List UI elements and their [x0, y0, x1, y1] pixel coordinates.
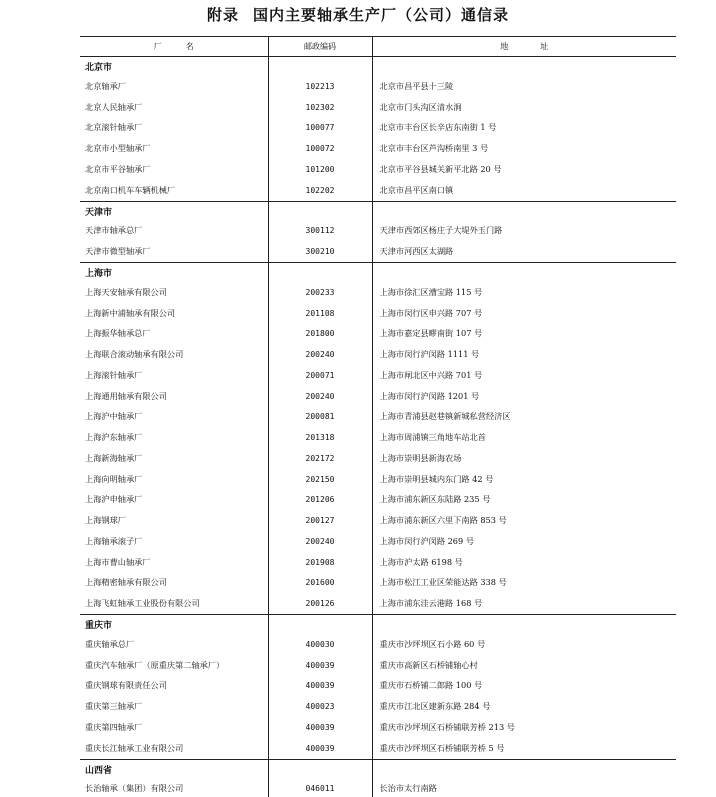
table-row — [80, 469, 676, 490]
postcode: 200240 — [268, 531, 372, 552]
section-spacer — [372, 759, 676, 779]
factory-name: 上海沪中轴承厂 — [80, 407, 268, 428]
address: 北京市昌平区南口镇 — [372, 180, 676, 201]
address: 上海市闵行沪闵路 269 号 — [372, 531, 676, 552]
table-row — [80, 676, 676, 697]
table-row — [80, 717, 676, 738]
factory-name: 上海市曹山轴承厂 — [80, 552, 268, 573]
address: 上海市徐汇区漕宝路 115 号 — [372, 282, 676, 303]
section-spacer — [372, 57, 676, 77]
postcode: 100072 — [268, 138, 372, 159]
address: 上海市崇明县新海农场 — [372, 448, 676, 469]
address: 重庆市石桥铺二郎路 100 号 — [372, 676, 676, 697]
table-row — [80, 448, 676, 469]
section-spacer — [268, 759, 372, 779]
postcode: 201800 — [268, 324, 372, 345]
table-row — [80, 118, 676, 139]
address: 北京市丰台区芦沟桥南里 3 号 — [372, 138, 676, 159]
section-header-row — [80, 57, 676, 77]
section-spacer — [268, 201, 372, 221]
address: 重庆市江北区建新东路 284 号 — [372, 696, 676, 717]
factory-name: 北京滚针轴承厂 — [80, 118, 268, 139]
factory-name: 上海振华轴承总厂 — [80, 324, 268, 345]
postcode: 400030 — [268, 634, 372, 655]
section-spacer — [372, 615, 676, 635]
factory-name: 上海天安轴承有限公司 — [80, 282, 268, 303]
table-header-row — [80, 37, 676, 57]
table-row — [80, 510, 676, 531]
factory-name: 上海飞虹轴承工业股份有限公司 — [80, 593, 268, 614]
postcode: 202172 — [268, 448, 372, 469]
table-row — [80, 696, 676, 717]
address: 北京市门头沟区清水涧 — [372, 97, 676, 118]
table-row — [80, 303, 676, 324]
postcode: 400039 — [268, 738, 372, 759]
table-row — [80, 365, 676, 386]
table-row — [80, 386, 676, 407]
address: 重庆市沙坪坝区石小路 60 号 — [372, 634, 676, 655]
postcode: 200240 — [268, 344, 372, 365]
factory-name: 重庆轴承总厂 — [80, 634, 268, 655]
table-row — [80, 634, 676, 655]
factory-name: 重庆第四轴承厂 — [80, 717, 268, 738]
address: 上海市浦东新区东陆路 235 号 — [372, 490, 676, 511]
table-row — [80, 427, 676, 448]
postcode: 400039 — [268, 676, 372, 697]
address: 上海市浦东新区六里下南路 853 号 — [372, 510, 676, 531]
header-address: 地 址 — [372, 37, 676, 57]
table-row — [80, 324, 676, 345]
postcode: 400039 — [268, 717, 372, 738]
table-row — [80, 490, 676, 511]
postcode: 046011 — [268, 779, 372, 797]
factory-name: 长治轴承（集团）有限公司 — [80, 779, 268, 797]
address: 上海市沪太路 6198 号 — [372, 552, 676, 573]
section-header-row — [80, 263, 676, 283]
section-city: 重庆市 — [80, 615, 268, 635]
table-row — [80, 344, 676, 365]
address: 上海市浦东洼云港路 168 号 — [372, 593, 676, 614]
table-row — [80, 552, 676, 573]
postcode: 102302 — [268, 97, 372, 118]
factory-name: 上海轴承滚子厂 — [80, 531, 268, 552]
factory-name: 北京南口机车车辆机械厂 — [80, 180, 268, 201]
factory-name: 重庆第三轴承厂 — [80, 696, 268, 717]
postcode: 102202 — [268, 180, 372, 201]
directory-table — [80, 36, 676, 797]
section-header-row — [80, 201, 676, 221]
factory-name: 上海向明轴承厂 — [80, 469, 268, 490]
postcode: 400023 — [268, 696, 372, 717]
postcode: 201108 — [268, 303, 372, 324]
factory-name: 重庆汽车轴承厂（原重庆第二轴承厂） — [80, 655, 268, 676]
table-row — [80, 138, 676, 159]
factory-name: 重庆钢球有限责任公司 — [80, 676, 268, 697]
address: 重庆市高新区石桥铺轴心村 — [372, 655, 676, 676]
table-row — [80, 738, 676, 759]
address: 上海市周浦镇三角地车站北首 — [372, 427, 676, 448]
title-prefix: 附录 — [207, 6, 239, 24]
table-row — [80, 573, 676, 594]
table-row — [80, 282, 676, 303]
table-row — [80, 97, 676, 118]
page-title — [0, 4, 716, 25]
address: 长治市太行南路 — [372, 779, 676, 797]
factory-name: 上海通用轴承有限公司 — [80, 386, 268, 407]
section-spacer — [372, 263, 676, 283]
section-spacer — [268, 57, 372, 77]
postcode: 201318 — [268, 427, 372, 448]
table-row — [80, 76, 676, 97]
section-header-row — [80, 615, 676, 635]
section-spacer — [268, 263, 372, 283]
postcode: 101200 — [268, 159, 372, 180]
table-row — [80, 779, 676, 797]
postcode: 200240 — [268, 386, 372, 407]
table-row — [80, 159, 676, 180]
table-row — [80, 593, 676, 614]
section-header-row — [80, 759, 676, 779]
table-row — [80, 221, 676, 242]
section-city: 山西省 — [80, 759, 268, 779]
address: 天津市西郊区杨庄子大堤外玉门路 — [372, 221, 676, 242]
factory-name: 天津市微型轴承厂 — [80, 241, 268, 262]
postcode: 202150 — [268, 469, 372, 490]
factory-name: 上海钢球厂 — [80, 510, 268, 531]
postcode: 102213 — [268, 76, 372, 97]
factory-name: 上海新中浦轴承有限公司 — [80, 303, 268, 324]
postcode: 400039 — [268, 655, 372, 676]
header-postcode: 邮政编码 — [268, 37, 372, 57]
address: 重庆市沙坪坝区石桥铺联芳桥 5 号 — [372, 738, 676, 759]
table-row — [80, 180, 676, 201]
factory-name: 上海联合滚动轴承有限公司 — [80, 344, 268, 365]
postcode: 200126 — [268, 593, 372, 614]
header-name: 厂 名 — [80, 37, 268, 57]
section-spacer — [372, 201, 676, 221]
title-text: 国内主要轴承生产厂（公司）通信录 — [253, 6, 509, 24]
address: 上海市闵行沪闵路 1111 号 — [372, 344, 676, 365]
postcode: 201600 — [268, 573, 372, 594]
factory-name: 北京人民轴承厂 — [80, 97, 268, 118]
factory-name: 北京轴承厂 — [80, 76, 268, 97]
address: 天津市河西区太湖路 — [372, 241, 676, 262]
factory-name: 上海沪申轴承厂 — [80, 490, 268, 511]
address: 上海市松江工业区荣能达路 338 号 — [372, 573, 676, 594]
address: 重庆市沙坪坝区石桥铺联芳桥 213 号 — [372, 717, 676, 738]
factory-name: 北京市小型轴承厂 — [80, 138, 268, 159]
address: 上海市嘉定县疁南街 107 号 — [372, 324, 676, 345]
address: 北京市昌平县十三陵 — [372, 76, 676, 97]
postcode: 100077 — [268, 118, 372, 139]
table-row — [80, 531, 676, 552]
postcode: 300112 — [268, 221, 372, 242]
factory-name: 重庆长江轴承工业有限公司 — [80, 738, 268, 759]
factory-name: 上海滚针轴承厂 — [80, 365, 268, 386]
address: 上海市闵行沪闵路 1201 号 — [372, 386, 676, 407]
postcode: 200081 — [268, 407, 372, 428]
postcode: 201908 — [268, 552, 372, 573]
address: 上海市闸北区中兴路 701 号 — [372, 365, 676, 386]
section-spacer — [268, 615, 372, 635]
postcode: 200233 — [268, 282, 372, 303]
address: 北京市平谷县城关新平北路 20 号 — [372, 159, 676, 180]
postcode: 201206 — [268, 490, 372, 511]
table-row — [80, 407, 676, 428]
table-row — [80, 655, 676, 676]
table-body — [80, 57, 676, 797]
address: 上海市闵行区申兴路 707 号 — [372, 303, 676, 324]
section-city: 上海市 — [80, 263, 268, 283]
factory-name: 上海沪东轴承厂 — [80, 427, 268, 448]
address: 上海市青浦县赵巷镇新城私营经济区 — [372, 407, 676, 428]
postcode: 200071 — [268, 365, 372, 386]
section-city: 北京市 — [80, 57, 268, 77]
address: 北京市丰台区长辛店东南街 1 号 — [372, 118, 676, 139]
factory-name: 天津市轴承总厂 — [80, 221, 268, 242]
factory-name: 上海精密轴承有限公司 — [80, 573, 268, 594]
factory-name: 北京市平谷轴承厂 — [80, 159, 268, 180]
section-city: 天津市 — [80, 201, 268, 221]
factory-name: 上海新海轴承厂 — [80, 448, 268, 469]
postcode: 200127 — [268, 510, 372, 531]
postcode: 300210 — [268, 241, 372, 262]
table-row — [80, 241, 676, 262]
address: 上海市崇明县城内东门路 42 号 — [372, 469, 676, 490]
